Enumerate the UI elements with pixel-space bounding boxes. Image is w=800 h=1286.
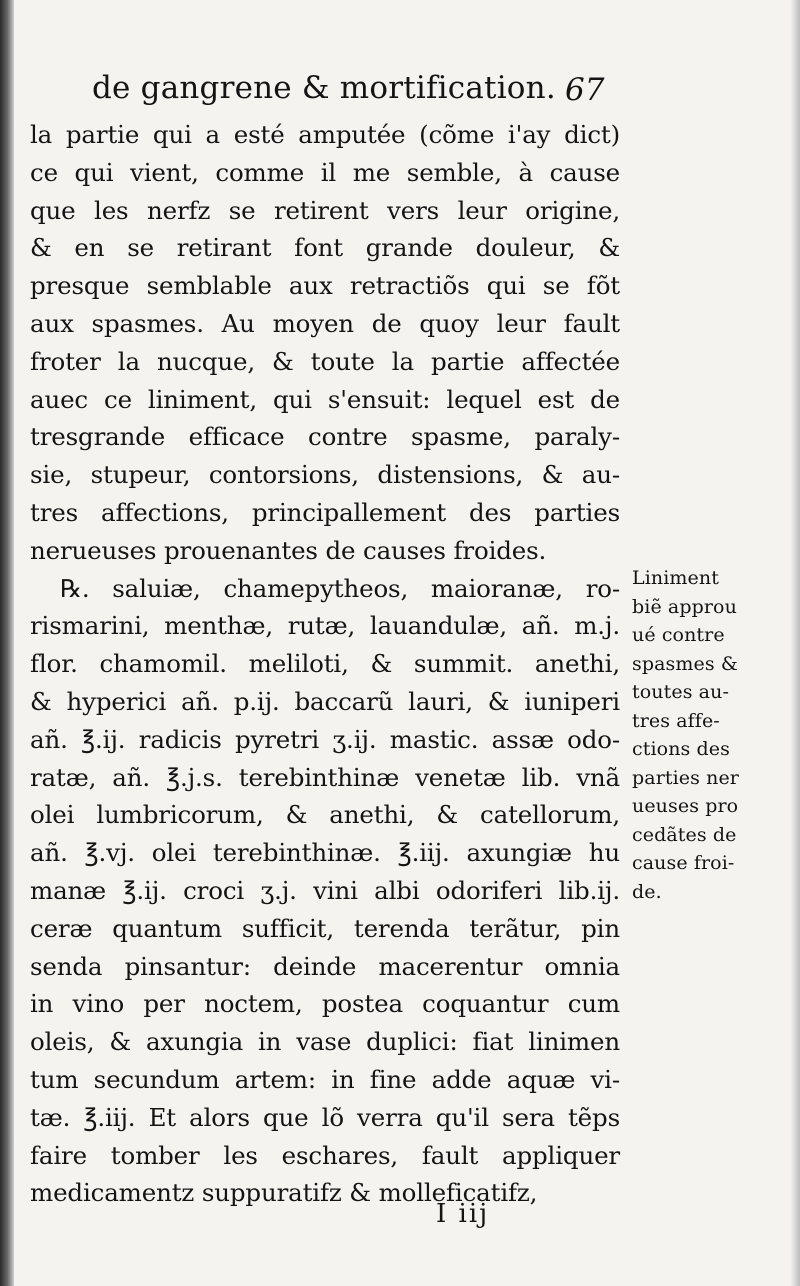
text-line: auec ce liniment, qui s'ensuit: lequel est de [30, 384, 620, 414]
margin-note-line: biẽ approu [632, 595, 737, 618]
text-line: nerueuses prouenantes de causes froides. [30, 535, 547, 565]
text-line: olei lumbricorum, & anethi, & catellorum, [30, 800, 620, 830]
text-line: senda pinsantur: deinde macerentur omnia [30, 951, 620, 981]
text-line: ratæ, añ. ℥.j.s. terebinthinæ venetæ lib. vnã [30, 762, 620, 792]
text-line: sie, stupeur, contorsions, distensions, & au- [30, 460, 620, 490]
text-line: ℞. saluiæ, chamepytheos, maioranæ, ro- [60, 573, 620, 603]
text-line: que les nerfz se retirent vers leur origine, [30, 195, 620, 225]
text-line: medicamentz suppuratifz & molleficatifz, [30, 1178, 538, 1208]
text-line: flor. chamomil. meliloti, & summit. anethi, [30, 649, 620, 679]
margin-note-line: Liniment [632, 567, 719, 589]
margin-note-line: cedãtes de [632, 823, 737, 846]
text-line: rismarini, menthæ, rutæ, lauandulæ, añ. m.j. [30, 611, 620, 641]
margin-note-line: ueuses pro [632, 795, 739, 817]
text-line: ce qui vient, comme il me semble, à cause [30, 157, 620, 187]
text-line: froter la nucque, & toute la partie affectée [30, 346, 620, 376]
margin-note-line: de. [632, 880, 662, 903]
text-line: oleis, & axungia in vase duplici: fiat linimen [30, 1027, 620, 1057]
text-line: tæ. ℥.iij. Et alors que lõ verra qu'il sera tẽps [30, 1102, 620, 1132]
text-line: tum secundum artem: in fine adde aquæ vi- [30, 1064, 620, 1094]
text-line: ceræ quantum sufficit, terenda terãtur, pin [30, 913, 620, 943]
text-line: aux spasmes. Au moyen de quoy leur fault [30, 308, 620, 338]
page-edge-shadow [790, 0, 800, 1286]
margin-note-line: spasmes & [632, 652, 738, 675]
text-line: tresgrande efficace contre spasme, paraly- [30, 422, 620, 452]
page-number: 67 [565, 72, 605, 108]
text-line: & en se retirant font grande douleur, & [30, 233, 620, 263]
running-title: de gangrene & mortification. [92, 70, 556, 106]
page-gutter-shadow [0, 0, 14, 1286]
body-text-block [30, 116, 620, 1212]
text-line: & hyperici añ. p.ij. baccarũ lauri, & iuniperi [30, 686, 620, 716]
text-line: in vino per noctem, postea coquantur cum [30, 989, 620, 1019]
margin-note [632, 564, 764, 906]
margin-note-line: cause froi- [632, 852, 735, 874]
text-line: tres affections, principallement des parties [30, 497, 620, 527]
text-line: añ. ℥.vj. olei terebinthinæ. ℥.iij. axungiæ hu [30, 838, 620, 868]
text-line: la partie qui a esté amputée (cõme i'ay dict) [30, 120, 620, 149]
margin-note-line: toutes au- [632, 681, 729, 703]
text-line: manæ ℥.ij. croci ʒ.j. vini albi odoriferi lib.ij. [30, 875, 620, 905]
signature-mark: I iij [436, 1199, 490, 1229]
margin-note-line: parties ner [632, 766, 739, 789]
text-line: añ. ℥.ij. radicis pyretri ʒ.ij. mastic. assæ odo- [30, 724, 620, 754]
text-line: faire tomber les eschares, fault appliquer [30, 1140, 620, 1170]
text-line: presque semblable aux retractiõs qui se fõt [30, 271, 620, 301]
margin-note-line: ctions des [632, 738, 730, 760]
margin-note-line: tres affe- [632, 709, 720, 732]
margin-note-line: ué contre [632, 624, 725, 646]
